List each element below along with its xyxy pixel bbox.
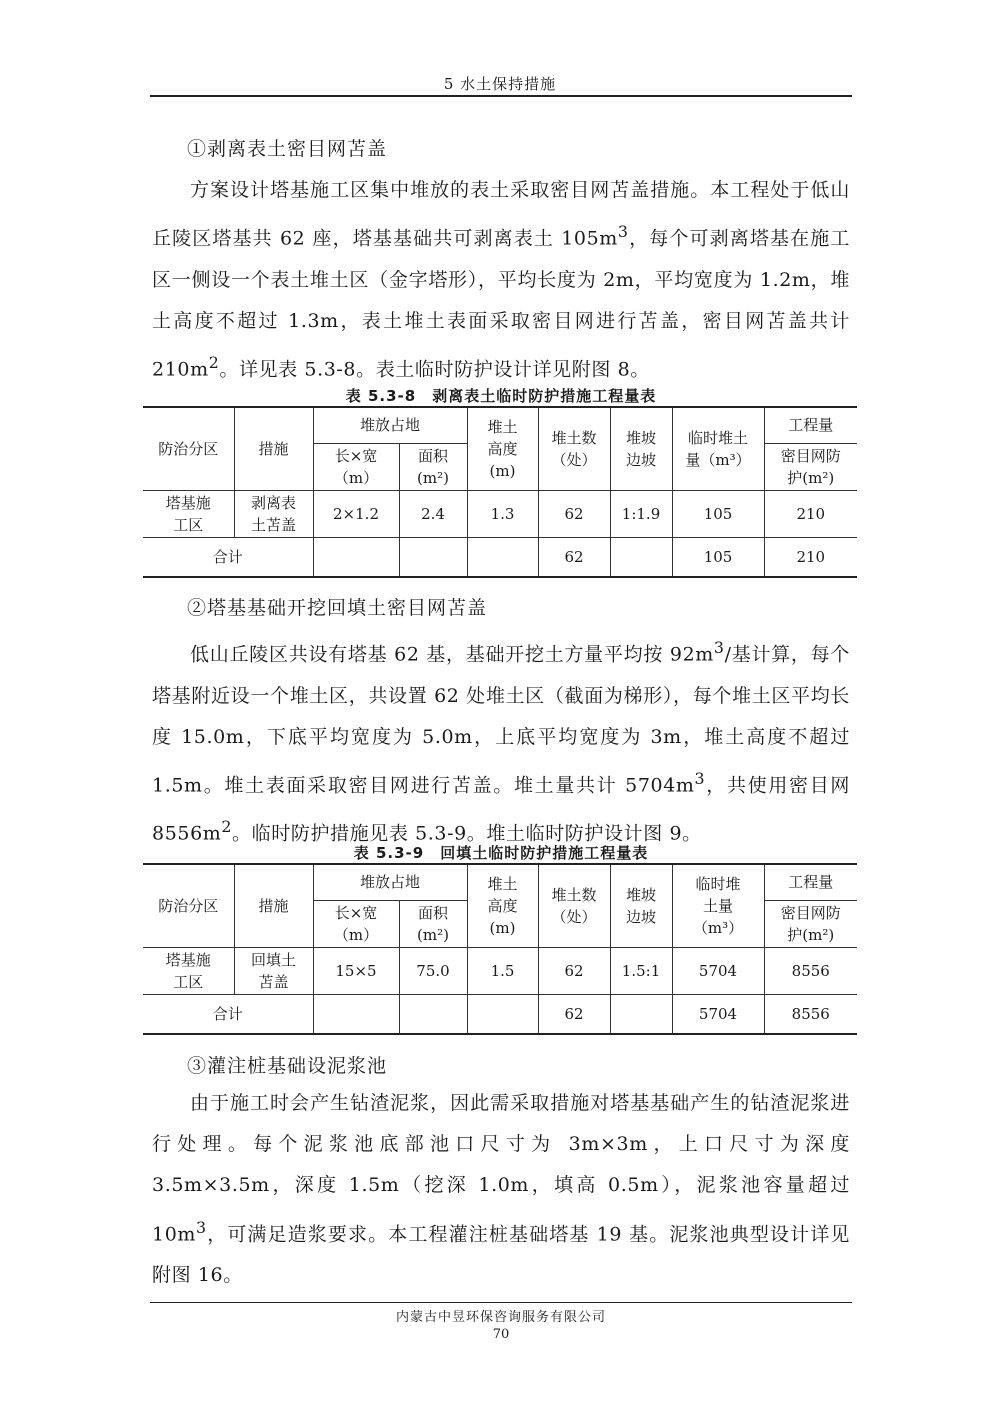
header-dims: 长×宽 （m） (313, 900, 399, 947)
section-paragraph-1: 方案设计塔基施工区集中堆放的表土采取密目网苫盖措施。本工程处于低山丘陵区塔基共 62 座，塔基基础共可剥离表土 $105m^3$，每个可剥离塔基在施工区一侧设一个表土堆土区（金字塔形），平均长度为 2m，平均宽度为 1.2m，堆土高度不超过 1.3m，表土堆土表面采取密目网进行苫盖，密目网苫盖共计 $210m^2$。详见表 5.3-8。表土临时防护设计详见附图 8。 (152, 179, 851, 381)
section-paragraph-3: 由于施工时会产生钻渣泥浆，因此需采取措施对塔基基础产生的钻渣泥浆进行处理。每个泥浆池底部池口尺寸为 3m×3m，上口尺寸为深度 3.5m×3.5m，深度 1.5m（挖深 1.0m，填高 0.5m），泥浆池容量超过 $10m^3$，可满足造浆要求。本工程灌注桩基础塔基 19 基。泥浆池典型设计详见附图 16。 (152, 1092, 850, 1287)
cell-net: 210 (764, 490, 857, 537)
total-volume: 105 (672, 537, 764, 577)
header-footprint: 堆放占地 (313, 407, 467, 443)
cell-area: 75.0 (399, 947, 467, 994)
header-area: 面积 (m²) (399, 443, 467, 490)
total-dims (313, 537, 399, 577)
cell-measure: 剥离表 土苫盖 (234, 490, 313, 537)
cell-count: 62 (538, 947, 610, 994)
total-net: 210 (764, 537, 857, 577)
header-quantity: 工程量 (764, 864, 857, 900)
header-zone: 防治分区 (143, 407, 234, 490)
section-heading-3: ③灌注桩基础设泥浆池 (187, 1055, 388, 1077)
cell-dims: 15×5 (313, 947, 399, 994)
total-label: 合计 (143, 537, 313, 577)
quantity-table-2 (143, 863, 857, 1035)
total-area (399, 537, 467, 577)
header-quantity: 工程量 (764, 407, 857, 443)
header-net: 密目网防 护(m²) (764, 443, 857, 490)
total-label: 合计 (143, 994, 313, 1034)
total-count: 62 (538, 537, 610, 577)
header-count: 堆土数 （处） (538, 407, 610, 490)
header-area: 面积 (m²) (399, 900, 467, 947)
header-measure: 措施 (234, 864, 313, 947)
section-heading-2: ②塔基基础开挖回填土密目网苫盖 (187, 597, 488, 619)
table-row (143, 947, 857, 994)
total-volume: 5704 (672, 994, 764, 1034)
header-net: 密目网防 护(m²) (764, 900, 857, 947)
header-volume: 临时堆土 量（m³） (672, 407, 764, 490)
cell-area: 2.4 (399, 490, 467, 537)
table-caption-1: 表 5.3-8 剥离表土临时防护措施工程量表 (345, 387, 657, 405)
total-slope (610, 537, 672, 577)
footer-company: 内蒙古中昱环保咨询服务有限公司 (395, 1310, 606, 1325)
total-count: 62 (538, 994, 610, 1034)
table-total-row (143, 994, 857, 1034)
cell-dims: 2×1.2 (313, 490, 399, 537)
header-slope: 堆坡 边坡 (610, 407, 672, 490)
total-net: 8556 (764, 994, 857, 1034)
section-paragraph-2: 低山丘陵区共设有塔基 62 基，基础开挖土方量平均按 $92m^3/$基计算，每个塔基附近设一个堆土区，共设置 62 处堆土区（截面为梯形），每个堆土区平均长度 15.0m，下底平均宽度为 5.0m，上底平均宽度为 3m，堆土高度不超过 1.5m。堆土表面采取密目网进行苫盖。堆土量共计 $5704m^3$，共使用密目网 $8556m^2$。临时防护措施见表 5.3-9。堆土临时防护设计图 9。 (152, 638, 850, 845)
header-height: 堆土 高度 (m) (467, 407, 538, 490)
total-area (399, 994, 467, 1034)
header-dims: 长×宽 （m） (313, 443, 399, 490)
cell-net: 8556 (764, 947, 857, 994)
total-height (467, 537, 538, 577)
cell-count: 62 (538, 490, 610, 537)
total-dims (313, 994, 399, 1034)
header-volume: 临时堆 土量 （m³） (672, 864, 764, 947)
quantity-table-1 (143, 406, 857, 578)
total-slope (610, 994, 672, 1034)
header-measure: 措施 (234, 407, 313, 490)
header-footprint: 堆放占地 (313, 864, 467, 900)
table-total-row (143, 537, 857, 577)
table-caption-2: 表 5.3-9 回填土临时防护措施工程量表 (353, 844, 649, 862)
cell-zone: 塔基施 工区 (143, 490, 234, 537)
running-header: 5 水土保持措施 (443, 75, 557, 93)
footer-rule (150, 1302, 852, 1303)
cell-measure: 回填土 苫盖 (234, 947, 313, 994)
cell-height: 1.5 (467, 947, 538, 994)
header-height: 堆土 高度 (m) (467, 864, 538, 947)
header-slope: 堆坡 边坡 (610, 864, 672, 947)
header-zone: 防治分区 (143, 864, 234, 947)
page-number: 70 (492, 1327, 510, 1342)
cell-height: 1.3 (467, 490, 538, 537)
cell-volume: 105 (672, 490, 764, 537)
cell-slope: 1:1.9 (610, 490, 672, 537)
table-row (143, 490, 857, 537)
cell-slope: 1.5:1 (610, 947, 672, 994)
cell-volume: 5704 (672, 947, 764, 994)
total-height (467, 994, 538, 1034)
section-heading-1: ①剥离表土密目网苫盖 (187, 138, 388, 160)
header-rule (150, 95, 852, 97)
cell-zone: 塔基施 工区 (143, 947, 234, 994)
header-count: 堆土数 （处） (538, 864, 610, 947)
